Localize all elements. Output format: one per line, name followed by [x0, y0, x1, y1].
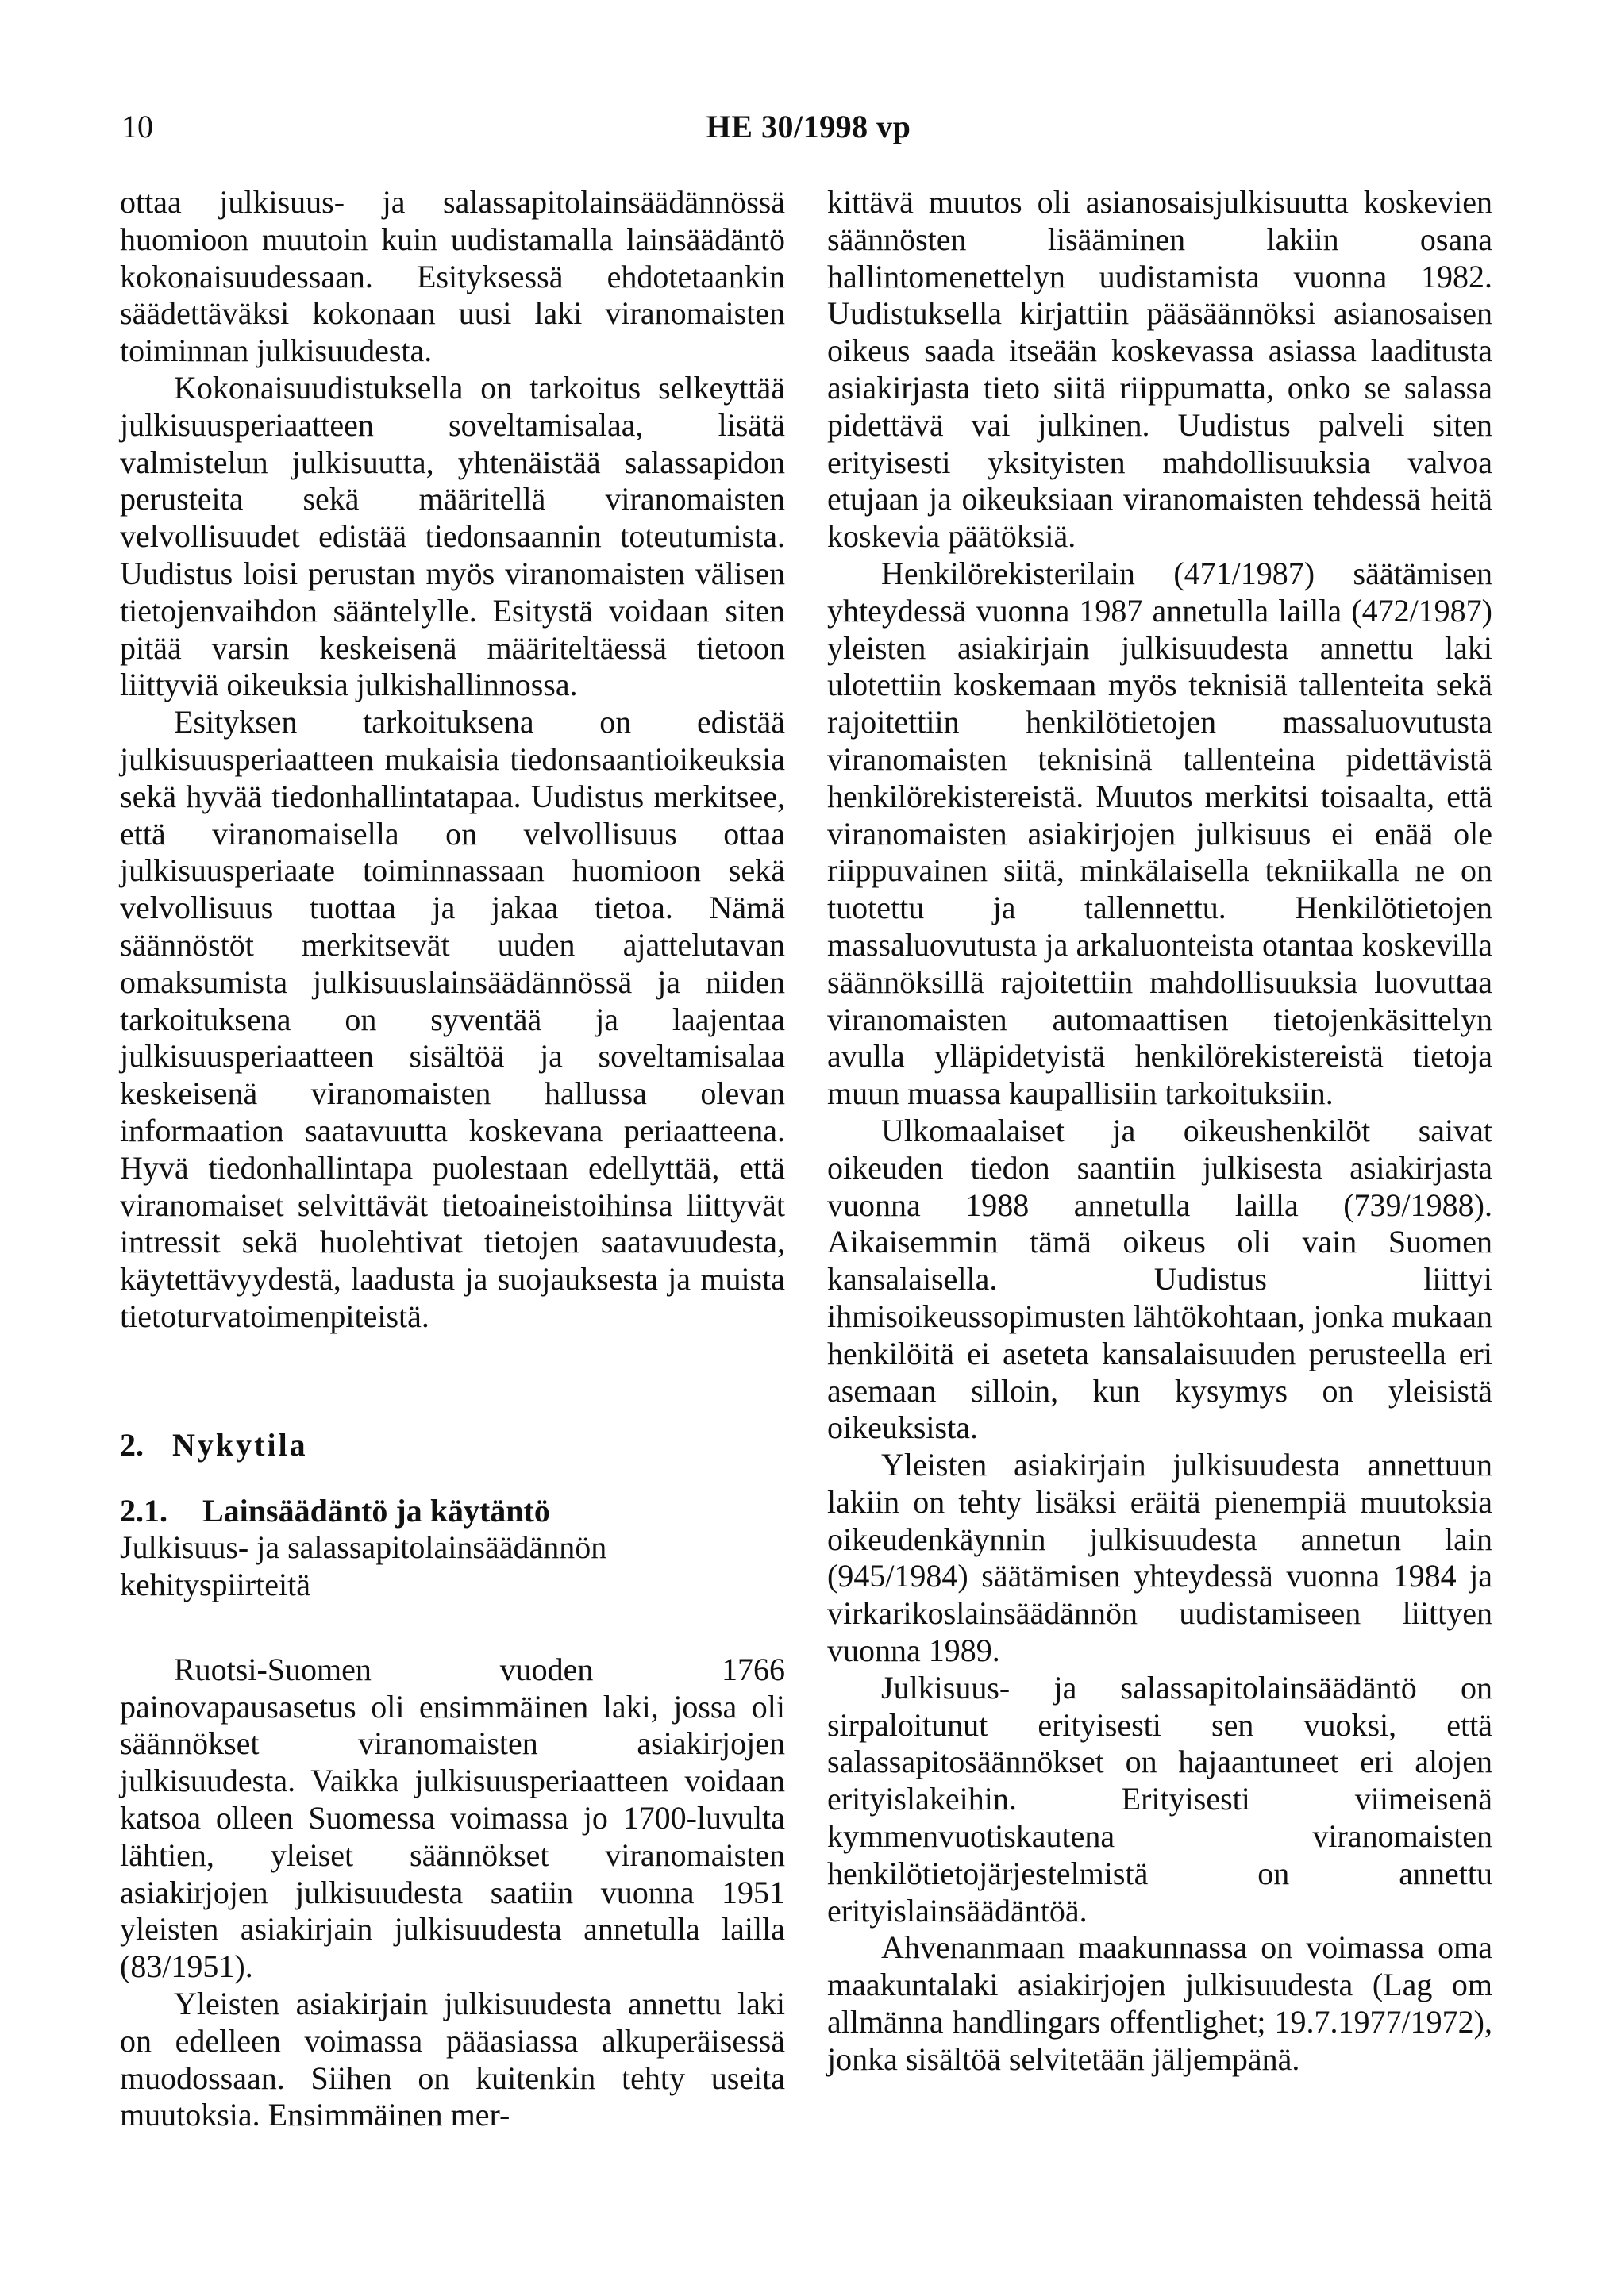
paragraph: Ahvenanmaan maakunnassa on voimassa oma maakuntalaki asiakirjojen julkisuudesta (Lag om allmänna handlingars offentlighet; 19.7.1977/1972), jonka sisältöä selvitetään jäljempänä. — [827, 1929, 1492, 2077]
right-column — [827, 184, 1492, 2079]
paragraph: Esityksen tarkoituksena on edistää julkisuusperiaatteen mukaisia tiedonsaantioikeuksia sekä hyvää tiedonhallintatapaa. Uudistus merkitsee, että viranomaisella on velvollisuus ottaa julkisuusperiaate toiminnassaan huomioon sekä velvollisuus tuottaa ja jakaa tietoa. Nämä säännöstöt merkitsevät uuden ajattelutavan omaksumista julkisuuslainsäädännössä ja niiden tarkoituksena on syventää ja laajentaa julkisuusperiaatteen sisältöä ja soveltamisalaa keskeisenä viranomaisten hallussa olevan informaation saatavuutta koskevana periaatteena. Hyvä tiedonhallintapa puolestaan edellyttää, että viranomaiset selvittävät tietoaineistoihinsa liittyvät intressit sekä huolehtivat tietojen saatavuudesta, käytettävyydestä, laadusta ja suojauksesta ja muista tietoturvatoimenpiteistä. — [120, 704, 785, 1334]
section-heading — [120, 1427, 785, 1464]
paragraph: Ulkomaalaiset ja oikeushenkilöt saivat oikeuden tiedon saantiin julkisesta asiakirjasta vuonna 1988 annetulla lailla (739/1988). Aikaisemmin tämä oikeus oli vain Suomen kansalaisella. Uudistus liittyi ihmisoikeussopimusten lähtökohtaan, jonka mukaan henkilöitä ei aseteta kansalaisuuden perusteella eri asemaan silloin, kun kysymys on yleisistä oikeuksista. — [827, 1112, 1492, 1446]
paragraph: Henkilörekisterilain (471/1987) säätämisen yhteydessä vuonna 1987 annetulla lailla (472/1987) yleisten asiakirjain julkisuudesta annettu laki ulotettiin koskemaan myös teknisiä tallenteita sekä rajoitettiin henkilötietojen massaluovutusta viranomaisten teknisinä tallenteina pidettävistä henkilörekistereistä. Muutos merkitsi toisaalta, että viranomaisten asiakirjojen julkisuus ei enää ole riippuvainen siitä, minkälaisella tekniikalla ne on tuotettu ja tallennettu. Henkilötietojen massaluovutusta ja arkaluonteista otantaa koskevilla säännöksillä rajoitettiin mahdollisuuksia luovuttaa viranomaisten automaattisen tietojenkäsittelyn avulla ylläpidetyistä henkilörekistereistä tietoja muun muassa kaupallisiin tarkoituksiin. — [827, 555, 1492, 1112]
subsection-heading — [120, 1493, 785, 1530]
page-number: 10 — [121, 109, 153, 144]
subsection-title: Lainsäädäntö ja käytäntö — [202, 1492, 550, 1529]
section-title: Nykytila — [172, 1426, 308, 1463]
paragraph: ottaa julkisuus- ja salassapitolainsäädännössä huomioon muutoin kuin uudistamalla lainsäädäntö kokonaisuudessaan. Esityksessä ehdotetaankin säädettäväksi kokonaan uusi laki viranomaisten toiminnan julkisuudesta. — [120, 184, 785, 369]
section-number: 2. — [120, 1426, 144, 1463]
paragraph: Yleisten asiakirjain julkisuudesta annettuun lakiin on tehty lisäksi eräitä pienempiä muutoksia oikeudenkäynnin julkisuudesta annetun lain (945/1984) säätämisen yhteydessä vuonna 1984 ja virkarikoslainsäädännön uudistamiseen liittyen vuonna 1989. — [827, 1447, 1492, 1669]
subsection-number: 2.1. — [120, 1492, 167, 1529]
left-column — [120, 184, 785, 2134]
paragraph: kittävä muutos oli asianosaisjulkisuutta koskevien säännösten lisääminen lakiin osana hallintomenettelyn uudistamista vuonna 1982. Uudistuksella kirjattiin pääsäännöksi asianosaisen oikeus saada itseään koskevassa asiassa laaditusta asiakirjasta tieto siitä riippumatta, onko se salassa pidettävä vai julkinen. Uudistus palveli siten erityisesti yksityisten mahdollisuuksia valvoa etujaan ja oikeuksiaan viranomaisten tehdessä heitä koskevia päätöksiä. — [827, 184, 1492, 555]
paragraph: Ruotsi-Suomen vuoden 1766 painovapausasetus oli ensimmäinen laki, jossa oli säännökset viranomaisten asiakirjojen julkisuudesta. Vaikka julkisuusperiaatteen voidaan katsoa olleen Suomessa voimassa jo 1700-luvulta lähtien, yleiset säännökset viranomaisten asiakirjojen julkisuudesta saatiin vuonna 1951 yleisten asiakirjain julkisuudesta annetulla lailla (83/1951). — [120, 1651, 785, 1985]
paragraph: Kokonaisuudistuksella on tarkoitus selkeyttää julkisuusperiaatteen soveltamisalaa, lisätä valmistelun julkisuutta, yhtenäistää salassapidon perusteita sekä määritellä viranomaisten velvollisuudet edistää tiedonsaannin toteutumista. Uudistus loisi perustan myös viranomaisten välisen tietojenvaihdon sääntelylle. Esitystä voidaan siten pitää varsin keskeisenä määriteltäessä tietoon liittyviä oikeuksia julkishallinnossa. — [120, 369, 785, 703]
paragraph: Julkisuus- ja salassapitolainsäädäntö on sirpaloitunut erityisesti sen vuoksi, että salassapitosäännökset on hajaantuneet eri alojen erityislakeihin. Erityisesti viimeisenä kymmenvuotiskautena viranomaisten henkilötietojärjestelmistä on annettu erityislainsäädäntöä. — [827, 1669, 1492, 1929]
paragraph: Yleisten asiakirjain julkisuudesta annettu laki on edelleen voimassa pääasiassa alkuperäisessä muodossaan. Siihen on kuitenkin tehty useita muutoksia. Ensimmäinen mer- — [120, 1986, 785, 2133]
running-head: HE 30/1998 vp — [706, 109, 911, 144]
topic-heading: Julkisuus- ja salassapitolainsäädännön kehityspiirteitä — [120, 1529, 607, 1603]
